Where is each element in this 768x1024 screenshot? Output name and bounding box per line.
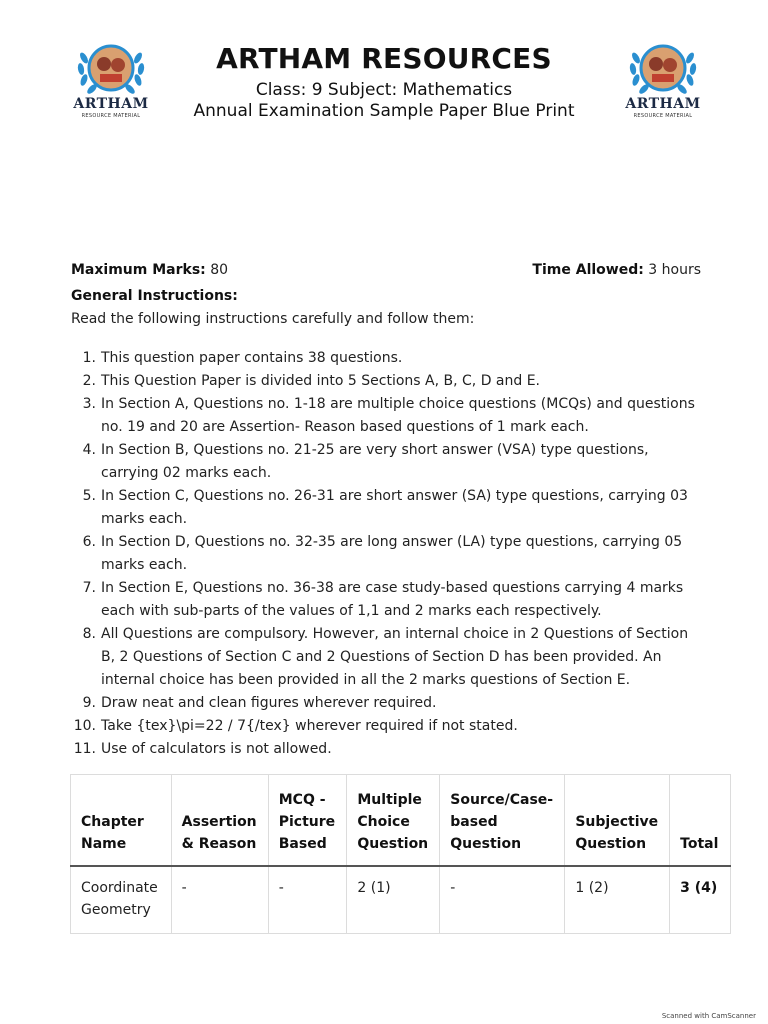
instruction-text: All Questions are compulsory. However, an internal choice in 2 Questions of Section <box>101 626 689 642</box>
column-header <box>268 775 347 867</box>
class-subject-line: Class: 9 Subject: Mathematics <box>255 80 513 100</box>
column-header <box>440 775 565 867</box>
column-header-line: Multiple <box>357 792 422 808</box>
column-header-line: Choice <box>357 814 410 830</box>
instruction-text: carrying 02 marks each. <box>101 465 272 481</box>
instruction-number: 3. <box>82 396 96 412</box>
column-header-line: MCQ - <box>278 792 326 808</box>
column-header-line: Total <box>680 836 719 852</box>
page-title: ARTHAM RESOURCES <box>216 42 552 75</box>
column-header <box>347 775 440 867</box>
column-header-line: Chapter <box>81 814 144 830</box>
instruction-item <box>71 485 711 531</box>
max-marks <box>71 262 228 278</box>
column-header-line: based <box>450 814 498 830</box>
scanner-watermark: Scanned with CamScanner <box>661 1012 756 1020</box>
instruction-text: In Section E, Questions no. 36-38 are case study-based questions carrying 4 marks <box>101 580 684 596</box>
source-case-cell: - <box>440 866 565 934</box>
general-instructions-heading: General Instructions: <box>71 288 238 304</box>
page-header <box>0 0 768 140</box>
column-header-line: Source/Case- <box>450 792 554 808</box>
instruction-text: In Section D, Questions no. 32-35 are long answer (LA) type questions, carrying 05 <box>101 534 683 550</box>
instruction-item <box>71 692 711 715</box>
instruction-item <box>71 347 711 370</box>
exam-meta <box>71 262 701 278</box>
time-allowed <box>532 262 701 278</box>
instruction-text: This question paper contains 38 questions. <box>101 350 403 366</box>
multiple-choice-cell: 2 (1) <box>347 866 440 934</box>
logo-text: ARTHAM <box>625 96 701 112</box>
column-header-line: Subjective <box>575 814 659 830</box>
instruction-text: internal choice has been provided in all the 2 marks questions of Section E. <box>101 672 631 688</box>
column-header <box>71 775 172 867</box>
column-header <box>171 775 268 867</box>
column-header <box>670 775 731 867</box>
instruction-number: 10. <box>73 718 96 734</box>
instruction-item <box>71 715 711 738</box>
column-header-line: Based <box>278 836 327 852</box>
instruction-text: In Section B, Questions no. 21-25 are very short answer (VSA) type questions, <box>101 442 649 458</box>
table-header-row <box>71 775 731 867</box>
laurel-wreath-icon <box>624 38 702 100</box>
column-header <box>565 775 670 867</box>
instruction-item <box>71 531 711 577</box>
instruction-number: 6. <box>82 534 96 550</box>
chapter-name-cell <box>71 866 172 934</box>
blueprint-table <box>70 774 731 934</box>
table-row <box>71 866 731 934</box>
chapter-name-line: Geometry <box>81 902 151 918</box>
chapter-name-line: Coordinate <box>81 880 158 896</box>
instructions-list <box>71 347 711 761</box>
instruction-number: 7. <box>82 580 96 596</box>
instruction-number: 4. <box>82 442 96 458</box>
time-allowed-value: 3 hours <box>648 262 701 278</box>
instruction-item <box>71 623 711 692</box>
instruction-text: B, 2 Questions of Section C and 2 Questions of Section D has been provided. An <box>101 649 662 665</box>
instruction-number: 8. <box>82 626 96 642</box>
column-header-line: Name <box>81 836 127 852</box>
instruction-item <box>71 738 711 761</box>
subjective-cell: 1 (2) <box>565 866 670 934</box>
instruction-number: 11. <box>73 741 96 757</box>
instruction-number: 2. <box>82 373 96 389</box>
instruction-item <box>71 393 711 439</box>
exam-title-line: Annual Examination Sample Paper Blue Print <box>193 101 575 121</box>
instruction-text: In Section A, Questions no. 1-18 are multiple choice questions (MCQs) and questions <box>101 396 695 412</box>
instruction-text: Take {tex}\pi=22 / 7{/tex} wherever required if not stated. <box>101 718 518 734</box>
assertion-reason-cell: - <box>171 866 268 934</box>
column-header-line: & Reason <box>181 836 257 852</box>
column-header-line: Assertion <box>181 814 257 830</box>
logo-text: ARTHAM <box>73 96 149 112</box>
instruction-item <box>71 577 711 623</box>
time-allowed-label: Time Allowed: <box>532 262 644 278</box>
instructions-intro: Read the following instructions carefully and follow them: <box>71 311 475 327</box>
instruction-text: Draw neat and clean figures wherever required. <box>101 695 437 711</box>
column-header-line: Question <box>575 836 647 852</box>
logo-subtext: RESOURCE MATERIAL <box>633 113 693 119</box>
column-header-line: Question <box>357 836 429 852</box>
total-cell: 3 (4) <box>670 866 731 934</box>
instruction-text: marks each. <box>101 557 188 573</box>
instruction-number: 9. <box>82 695 96 711</box>
instruction-text: Use of calculators is not allowed. <box>101 741 332 757</box>
table-body <box>71 866 731 934</box>
artham-logo-right <box>624 38 702 128</box>
instruction-text: each with sub-parts of the values of 1,1 and 2 marks each respectively. <box>101 603 602 619</box>
logo-subtext: RESOURCE MATERIAL <box>81 113 141 119</box>
column-header-line: Question <box>450 836 522 852</box>
instruction-text: In Section C, Questions no. 26-31 are short answer (SA) type questions, carrying 03 <box>101 488 688 504</box>
max-marks-label: Maximum Marks: <box>71 262 206 278</box>
instruction-text: marks each. <box>101 511 188 527</box>
instruction-text: This Question Paper is divided into 5 Sections A, B, C, D and E. <box>101 373 541 389</box>
instruction-item <box>71 439 711 485</box>
instruction-number: 5. <box>82 488 96 504</box>
instruction-text: no. 19 and 20 are Assertion- Reason based questions of 1 mark each. <box>101 419 589 435</box>
max-marks-value: 80 <box>210 262 229 278</box>
column-header-line: Picture <box>278 814 336 830</box>
instruction-item <box>71 370 711 393</box>
mcq-picture-cell: - <box>268 866 347 934</box>
instruction-number: 1. <box>82 350 96 366</box>
